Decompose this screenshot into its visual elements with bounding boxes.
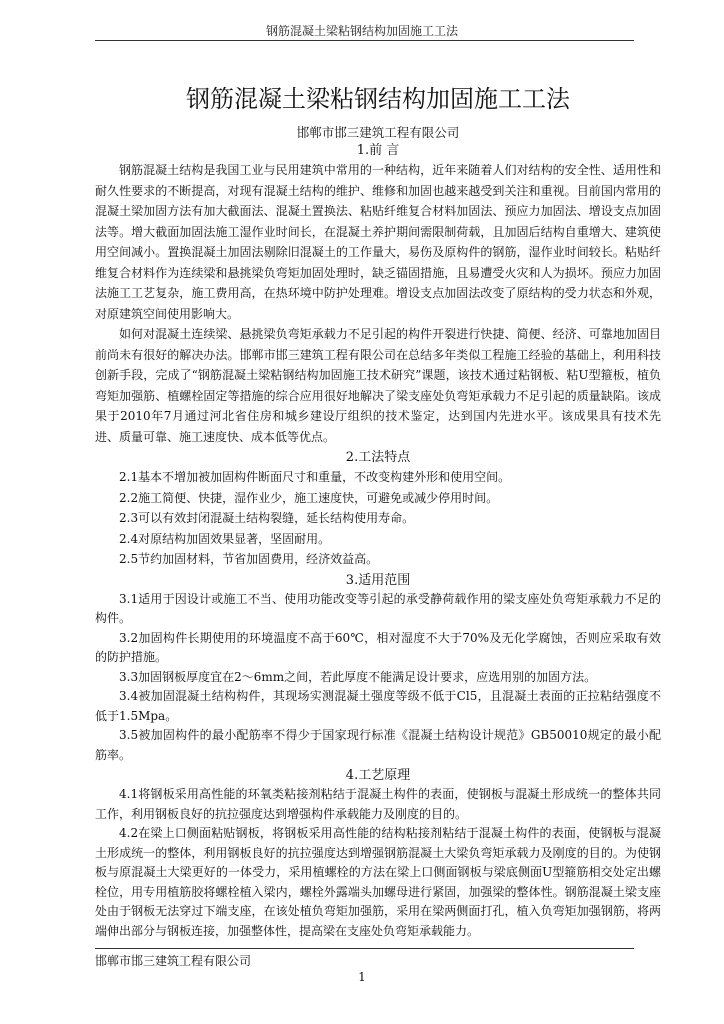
list-item: 3.4被加固混凝土结构构件，其现场实测混凝土强度等级不低于Cl5，且混凝土表面的正拉粘结强度不低于1.5Mpa。 [95, 689, 661, 723]
header-rule [95, 40, 634, 41]
list-item: 2.5节约加固材料，节省加固费用，经济效益高。 [119, 552, 379, 566]
company-name: 邯郸市邯三建筑工程有限公司 [296, 125, 460, 140]
list-item: 2.2施工简便、快捷，湿作业少，施工速度快，可避免或减少停用时间。 [119, 490, 499, 505]
list-item: 2.4对原结构加固效果显著，坚固耐用。 [119, 531, 331, 546]
section-preface [95, 141, 661, 447]
footer-company: 邯郸市邯三建筑工程有限公司 [95, 954, 252, 968]
section-principle [95, 766, 661, 941]
document-body [95, 82, 661, 941]
list-item: 3.2加固构件长期使用的环境温度不高于60℃，相对湿度不大于70%及无化学腐蚀，否则应采取有效的防护措施。 [95, 630, 661, 664]
list-item: 2.3可以有效封闭混凝土结构裂缝，延长结构使用寿命。 [119, 511, 415, 525]
list-item: 3.5被加固构件的最小配筋率不得少于国家现行标准《混凝土结构设计规范》GB50010规定的最小配筋率。 [95, 728, 661, 762]
document-title: 钢筋混凝土梁粘钢结构加固施工工法 [186, 85, 570, 113]
list-item: 4.1将钢板采用高性能的环氧类粘接剂粘结于混凝土构件的表面，使钢板与混凝土形成统一的整体共同工作，利用钢板良好的抗拉强度达到增强构件承载能力及刚度的目的。 [95, 787, 661, 821]
section-heading: 1.前 言 [356, 143, 400, 158]
list-item: 3.3加固钢板厚度宜在2～6mm之间，若此厚度不能满足设计要求，应选用别的加固方法。 [119, 669, 597, 684]
list-item: 3.1适用于因设计或施工不当、使用功能改变等引起的承受静荷载作用的梁支座处负弯矩承载力不足的构件。 [95, 591, 661, 625]
footer-rule [95, 948, 634, 949]
list-item: 4.2在梁上口侧面粘贴钢板，将钢板采用高性能的结构粘接剂粘结于混凝土构件的表面，使钢板与混凝土形成统一的整体，利用钢板良好的抗拉强度达到增强钢筋混凝土大梁负弯矩承载力及刚度的目的。为使钢板与原混凝土大梁更好的一体受力，采用植螺栓的方法在梁上口侧面钢板与梁底侧面U型箍筋相交处定出螺栓位，用专用植筋胶将螺栓植入梁内，螺栓外露端头加螺母进行紧固，加强梁的整体性。钢筋混凝土梁支座处由于钢板无法穿过下端支座，在该处植负弯矩加强筋，采用在梁两侧面打孔，植入负弯矩加强钢筋，将两端伸出部分与钢板连接，加强整体性，提高梁在支座处负弯矩承载能力。 [95, 826, 661, 938]
paragraph: 如何对混凝土连续梁、悬挑梁负弯矩承载力不足引起的构件开裂进行快捷、简便、经济、可靠地加固目前尚未有很好的解决办法。邯郸市邯三建筑工程有限公司在总结多年类似工程施工经验的基础上，利用科技创新手段，完成了“钢筋混凝土梁粘钢结构加固施工技术研究”课题，该技术通过粘钢板、粘U型箍板，植负弯矩加强筋、植螺栓固定等措施的综合应用很好地解决了梁支座处负弯矩承载力不足引起的质量缺陷。该成果于2010年7月通过河北省住房和城乡建设厅组织的技术鉴定，达到国内先进水平。该成果具有技术先进、质量可靠、施工速度快、成本低等优点。 [95, 327, 661, 444]
list-item: 2.1基本不增加被加固构件断面尺寸和重量，不改变构建外形和使用空间。 [119, 470, 511, 484]
section-heading: 4.工艺原理 [345, 768, 411, 783]
section-heading: 3.适用范围 [345, 572, 411, 588]
section-heading: 2.工法特点 [345, 450, 411, 465]
page-number: 1 [358, 970, 366, 984]
section-scope [95, 571, 661, 766]
paragraph: 钢筋混凝土结构是我国工业与民用建筑中常用的一种结构，近年来随着人们对结构的安全性、适用性和耐久性要求的不断提高，对现有混凝土结构的维护、维修和加固也越来越受到关注和重视。目前国内常用的混凝土梁加固方法有加大截面法、混凝土置换法、粘贴纤维复合材料加固法、预应力加固法、增设支点加固法等。增大截面加固法施工湿作业时间长，在混凝土养护期间需限制荷载，且加固后结构自重增大、建筑使用空间减小。置换混凝土加固法剔除旧混凝土的工作量大，易伤及原构件的钢筋，湿作业时间较长。粘贴纤维复合材料作为连续梁和悬挑梁负弯矩加固处理时，缺乏锚固措施，且易遭受火灾和人为损坏。预应力加固法施工工艺复杂，施工费用高，在热环境中防护处理难。增设支点加固法改变了原结构的受力状态和外观，对原建筑空间使用影响大。 [95, 163, 661, 321]
section-features [95, 448, 661, 570]
running-header: 钢筋混凝土梁粘钢结构加固施工工法 [265, 24, 458, 38]
